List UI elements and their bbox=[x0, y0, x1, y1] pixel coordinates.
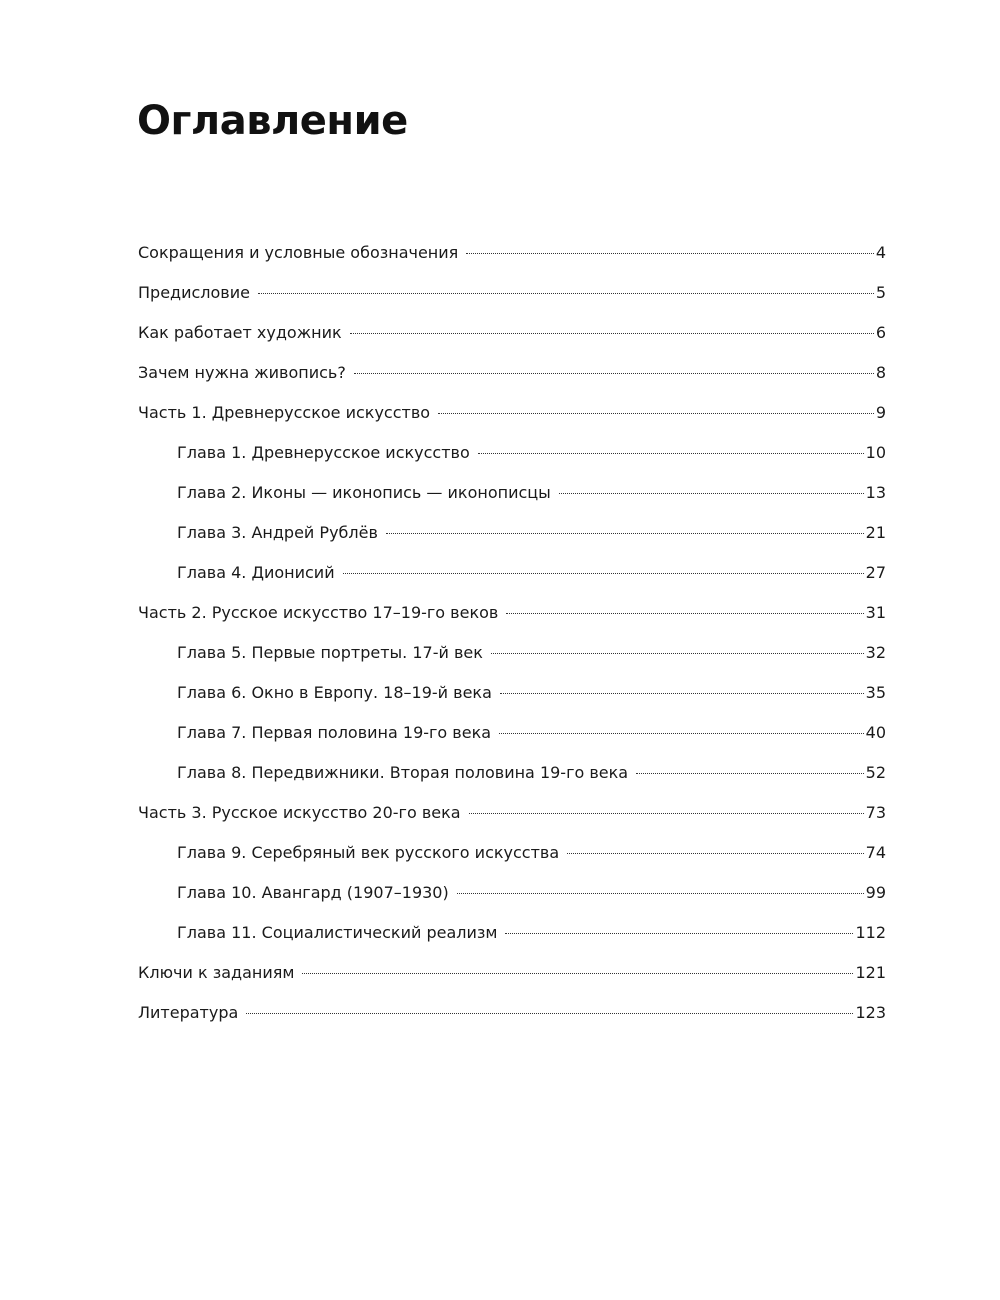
dot-leader bbox=[343, 573, 864, 574]
toc-entry-page: 9 bbox=[875, 403, 886, 422]
dot-leader bbox=[499, 733, 864, 734]
toc-part-entry[interactable] bbox=[138, 393, 886, 433]
dot-leader bbox=[506, 613, 863, 614]
toc-entry-page: 74 bbox=[865, 843, 886, 862]
toc-entry-label: Глава 6. Окно в Европу. 18–19-й века bbox=[177, 683, 492, 702]
toc-entry-page: 40 bbox=[865, 723, 886, 742]
dot-leader bbox=[354, 373, 874, 374]
dot-leader bbox=[500, 693, 864, 694]
toc-entry-page: 13 bbox=[865, 483, 886, 502]
toc-entry-page: 31 bbox=[865, 603, 886, 622]
toc-chapter-entry[interactable] bbox=[138, 673, 886, 713]
dot-leader bbox=[478, 453, 864, 454]
toc-entry-label: Глава 5. Первые портреты. 17-й век bbox=[177, 643, 483, 662]
toc-entry-label: Как работает художник bbox=[138, 323, 342, 342]
toc-entry-page: 10 bbox=[865, 443, 886, 462]
toc-entry[interactable] bbox=[138, 353, 886, 393]
toc-entry-label: Глава 7. Первая половина 19-го века bbox=[177, 723, 492, 742]
toc-entry-label: Сокращения и условные обозначения bbox=[138, 243, 459, 262]
toc-entry-page: 73 bbox=[865, 803, 886, 822]
toc-entry-label: Часть 3. Русское искусство 20-го века bbox=[138, 803, 461, 822]
toc-entry-label: Глава 11. Социалистический реализм bbox=[177, 923, 498, 942]
toc-entry-label: Зачем нужна живопись? bbox=[138, 363, 346, 382]
toc-entry-label: Глава 4. Дионисий bbox=[177, 563, 335, 582]
dot-leader bbox=[457, 893, 864, 894]
dot-leader bbox=[302, 973, 853, 974]
toc-entry-page: 35 bbox=[865, 683, 886, 702]
toc-entry-page: 27 bbox=[865, 563, 886, 582]
toc-entry-page: 8 bbox=[875, 363, 886, 382]
toc-part-entry[interactable] bbox=[138, 793, 886, 833]
dot-leader bbox=[438, 413, 874, 414]
toc-entry-label: Литература bbox=[138, 1003, 239, 1022]
dot-leader bbox=[258, 293, 874, 294]
toc-entry-page: 121 bbox=[855, 963, 886, 982]
toc-entry-page: 21 bbox=[865, 523, 886, 542]
toc-entry[interactable] bbox=[138, 233, 886, 273]
toc-entry-page: 4 bbox=[875, 243, 886, 262]
toc-entry-label: Глава 1. Древнерусское искусство bbox=[177, 443, 470, 462]
page-title: Оглавление bbox=[137, 98, 408, 144]
toc-chapter-entry[interactable] bbox=[138, 713, 886, 753]
toc-chapter-entry[interactable] bbox=[138, 873, 886, 913]
toc-chapter-entry[interactable] bbox=[138, 753, 886, 793]
toc-entry[interactable] bbox=[138, 273, 886, 313]
dot-leader bbox=[505, 933, 853, 934]
dot-leader bbox=[350, 333, 874, 334]
toc-entry-label: Глава 3. Андрей Рублёв bbox=[177, 523, 378, 542]
toc-entry-page: 99 bbox=[865, 883, 886, 902]
toc-entry-page: 123 bbox=[855, 1003, 886, 1022]
toc-entry-page: 52 bbox=[865, 763, 886, 782]
table-of-contents bbox=[138, 233, 886, 1033]
toc-entry-page: 32 bbox=[865, 643, 886, 662]
toc-entry-page: 5 bbox=[875, 283, 886, 302]
toc-entry[interactable] bbox=[138, 953, 886, 993]
toc-part-entry[interactable] bbox=[138, 593, 886, 633]
toc-chapter-entry[interactable] bbox=[138, 513, 886, 553]
dot-leader bbox=[567, 853, 863, 854]
toc-chapter-entry[interactable] bbox=[138, 433, 886, 473]
toc-entry-label: Ключи к заданиям bbox=[138, 963, 295, 982]
dot-leader bbox=[491, 653, 864, 654]
dot-leader bbox=[469, 813, 864, 814]
toc-entry-page: 112 bbox=[855, 923, 886, 942]
toc-chapter-entry[interactable] bbox=[138, 553, 886, 593]
toc-entry-label: Глава 9. Серебряный век русского искусства bbox=[177, 843, 560, 862]
toc-entry-label: Глава 10. Авангард (1907–1930) bbox=[177, 883, 449, 902]
toc-chapter-entry[interactable] bbox=[138, 633, 886, 673]
toc-chapter-entry[interactable] bbox=[138, 473, 886, 513]
toc-entry-label: Глава 2. Иконы — иконопись — иконописцы bbox=[177, 483, 551, 502]
toc-chapter-entry[interactable] bbox=[138, 833, 886, 873]
toc-entry-label: Часть 2. Русское искусство 17–19-го веков bbox=[138, 603, 499, 622]
dot-leader bbox=[636, 773, 864, 774]
toc-entry[interactable] bbox=[138, 993, 886, 1033]
toc-entry-label: Предисловие bbox=[138, 283, 250, 302]
dot-leader bbox=[559, 493, 864, 494]
toc-chapter-entry[interactable] bbox=[138, 913, 886, 953]
toc-entry-label: Часть 1. Древнерусское искусство bbox=[138, 403, 431, 422]
toc-entry[interactable] bbox=[138, 313, 886, 353]
dot-leader bbox=[386, 533, 864, 534]
toc-entry-label: Глава 8. Передвижники. Вторая половина 19-го века bbox=[177, 763, 629, 782]
toc-entry-page: 6 bbox=[875, 323, 886, 342]
dot-leader bbox=[246, 1013, 853, 1014]
dot-leader bbox=[466, 253, 874, 254]
